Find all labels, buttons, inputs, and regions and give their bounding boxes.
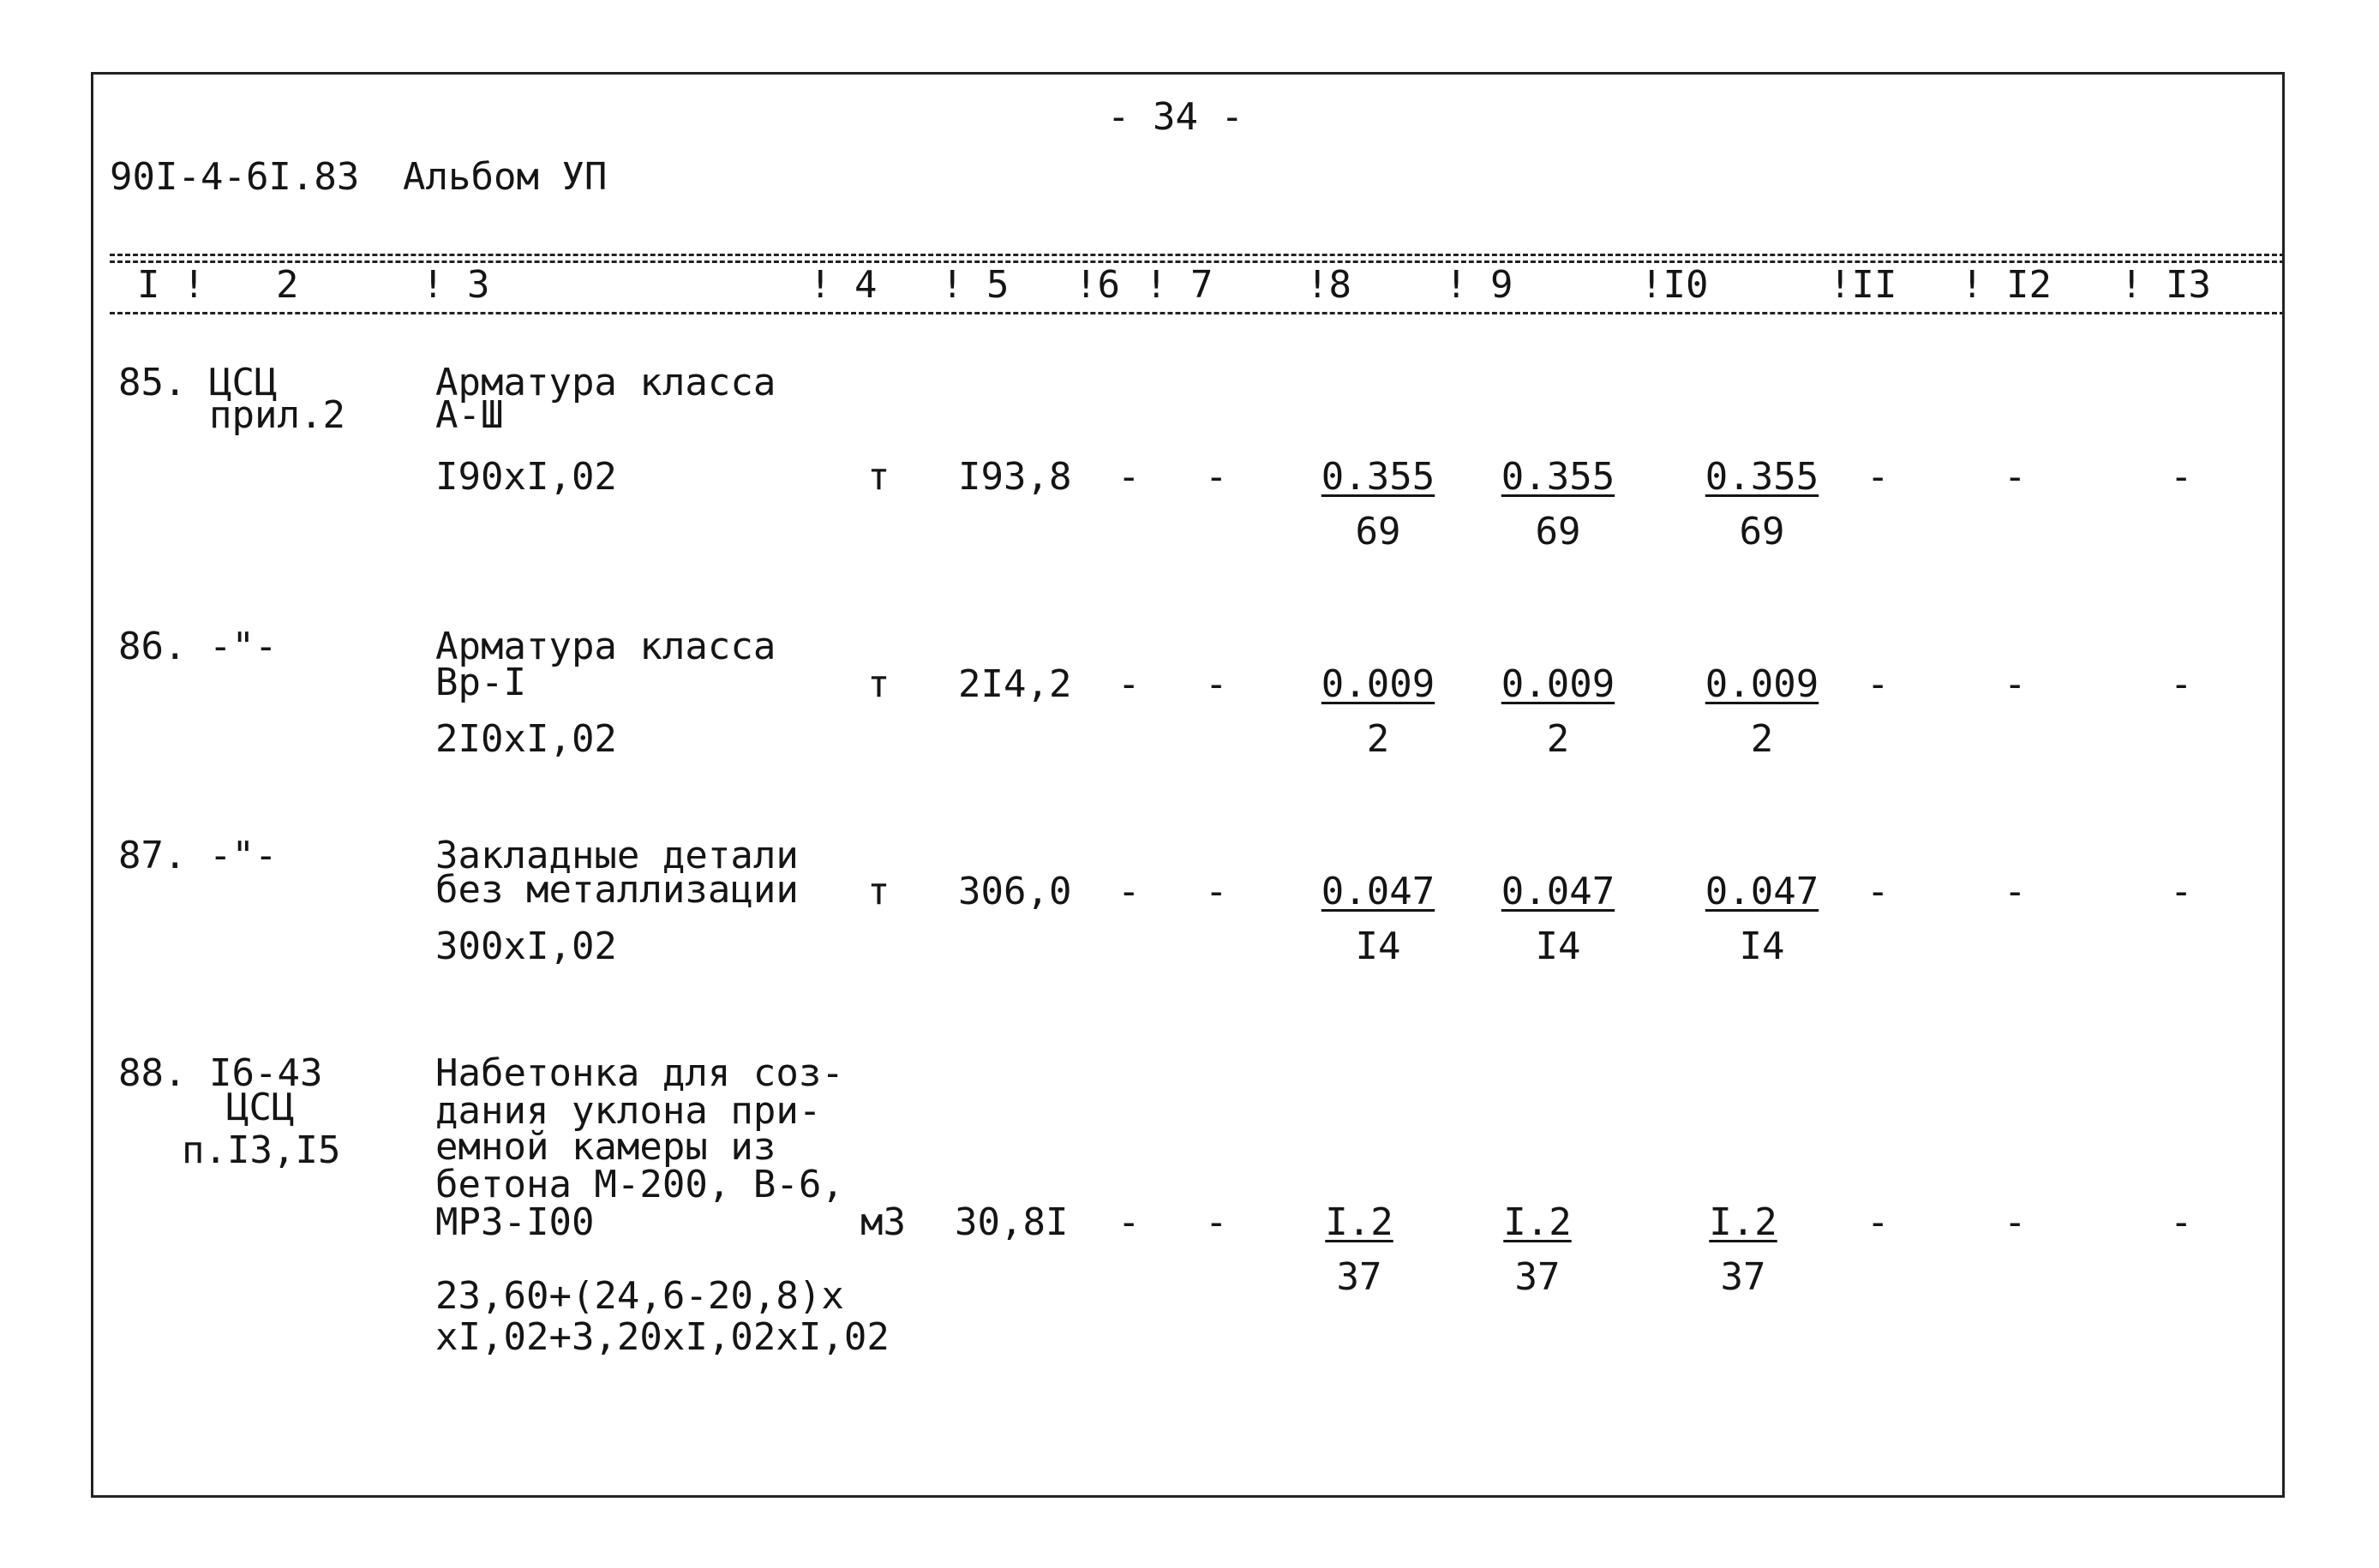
row-unit: т	[867, 662, 890, 706]
row-reference: I6-43	[209, 1051, 323, 1095]
row-reference: п.I3,I5	[182, 1128, 341, 1172]
row-calculation: 2I0xI,02	[435, 717, 617, 761]
row-unit: м3	[860, 1200, 906, 1244]
row-calculation: 300xI,02	[435, 925, 617, 968]
row-col13: -	[2170, 455, 2193, 499]
fraction-numerator: 0.355	[1321, 455, 1435, 499]
row-col11: -	[1867, 455, 1890, 499]
row-calculation: 23,60+(24,6-20,8)x	[435, 1274, 844, 1318]
row-col6: -	[1118, 1200, 1141, 1244]
fraction-denominator: 37	[1514, 1255, 1561, 1299]
row-reference: -"-	[209, 834, 278, 877]
row-description: емной камеры из	[435, 1125, 776, 1169]
fraction-denominator: I4	[1355, 925, 1401, 968]
row-col12: -	[2004, 662, 2027, 706]
fraction-denominator: 69	[1739, 510, 1785, 554]
document-code: 90I-4-6I.83	[110, 155, 360, 199]
album-label: Альбом УП	[403, 155, 608, 199]
row-calculation: I90xI,02	[435, 455, 617, 499]
fraction-numerator: 0.355	[1501, 455, 1615, 499]
row-col8-fraction	[1301, 662, 1455, 761]
fraction-numerator: 0.355	[1705, 455, 1819, 499]
fraction-numerator: I.2	[1503, 1200, 1572, 1244]
row-unit: т	[867, 455, 890, 499]
row-description: Вр-I	[435, 661, 526, 704]
col-header-12: ! I2	[1961, 263, 2052, 307]
row-number: 88.	[118, 1051, 187, 1095]
fraction-denominator: 2	[1546, 717, 1570, 761]
row-col7: -	[1205, 455, 1228, 499]
fraction-numerator: 0.047	[1501, 870, 1615, 913]
fraction-numerator: 0.047	[1321, 870, 1435, 913]
row-price: 306,0	[958, 870, 1072, 913]
header-bottom-rule	[110, 312, 2285, 314]
col-header-3: ! 3	[422, 263, 490, 307]
fraction-denominator: I4	[1739, 925, 1785, 968]
col-header-2: 2	[276, 263, 299, 307]
row-col7: -	[1205, 662, 1228, 706]
fraction-denominator: I4	[1535, 925, 1581, 968]
row-number: 85.	[118, 361, 187, 404]
row-col13: -	[2170, 870, 2193, 913]
fraction-numerator: 0.009	[1321, 662, 1435, 706]
col-header-8: !8	[1306, 263, 1351, 307]
row-col9-fraction	[1481, 662, 1635, 761]
row-col12: -	[2004, 455, 2027, 499]
row-col9-fraction	[1481, 872, 1635, 967]
fraction-denominator: 2	[1366, 717, 1390, 761]
row-col11: -	[1867, 662, 1890, 706]
row-col7: -	[1205, 1200, 1228, 1244]
row-reference: прил.2	[209, 393, 345, 437]
row-description: без металлизации	[435, 868, 799, 912]
row-number: 86.	[118, 625, 187, 668]
row-col7: -	[1205, 870, 1228, 913]
row-reference: ЦСЦ	[226, 1086, 295, 1129]
row-col8-fraction	[1301, 872, 1455, 967]
fraction-numerator: I.2	[1325, 1200, 1393, 1244]
row-description: Арматура класса	[435, 625, 776, 668]
row-description: Арматура класса	[435, 361, 776, 404]
fraction-numerator: 0.047	[1705, 870, 1819, 913]
row-unit: т	[867, 870, 890, 913]
row-col9-fraction	[1481, 455, 1635, 554]
page-number: - 34 -	[1107, 95, 1243, 139]
row-description: Набетонка для соз-	[435, 1051, 844, 1095]
row-col10-fraction	[1685, 455, 1839, 554]
row-col12: -	[2004, 1200, 2027, 1244]
row-col6: -	[1118, 455, 1141, 499]
col-header-11: !II	[1829, 263, 1897, 307]
col-header-10: !I0	[1640, 263, 1709, 307]
header-top-rule	[110, 254, 2285, 256]
col-header-5: ! 5	[941, 263, 1010, 307]
row-col10-fraction	[1685, 662, 1839, 761]
row-col11: -	[1867, 1200, 1890, 1244]
fraction-numerator: 0.009	[1705, 662, 1819, 706]
row-description: А-Ш	[435, 393, 504, 437]
row-description: МРЗ-I00	[435, 1200, 595, 1244]
row-price: 2I4,2	[958, 662, 1072, 706]
row-col8-fraction	[1301, 455, 1455, 554]
fraction-denominator: 69	[1535, 510, 1581, 554]
col-header-9: ! 9	[1445, 263, 1513, 307]
col-header-4: ! 4	[809, 263, 878, 307]
row-description: бетона М-200, В-6,	[435, 1163, 844, 1206]
row-number: 87.	[118, 834, 187, 877]
row-description: Закладные детали	[435, 834, 799, 877]
row-col10-fraction	[1685, 872, 1839, 967]
row-price: I93,8	[958, 455, 1072, 499]
col-header-1: I !	[137, 263, 206, 307]
row-description: дания уклона при-	[435, 1089, 822, 1133]
fraction-denominator: 37	[1336, 1255, 1382, 1299]
row-col10-fraction	[1666, 1200, 1820, 1299]
row-col9-fraction	[1460, 1200, 1615, 1299]
row-price: 30,8I	[955, 1200, 1069, 1244]
row-col8-fraction	[1282, 1200, 1436, 1299]
row-col12: -	[2004, 870, 2027, 913]
fraction-denominator: 37	[1720, 1255, 1766, 1299]
row-col6: -	[1118, 870, 1141, 913]
fraction-numerator: 0.009	[1501, 662, 1615, 706]
fraction-denominator: 2	[1750, 717, 1774, 761]
col-header-13: ! I3	[2120, 263, 2211, 307]
fraction-denominator: 69	[1355, 510, 1401, 554]
col-header-6: !6	[1075, 263, 1120, 307]
row-col13: -	[2170, 1200, 2193, 1244]
row-col11: -	[1867, 870, 1890, 913]
col-header-7: ! 7	[1145, 263, 1213, 307]
row-col13: -	[2170, 662, 2193, 706]
fraction-numerator: I.2	[1709, 1200, 1777, 1244]
row-reference: -"-	[209, 625, 278, 668]
row-col6: -	[1118, 662, 1141, 706]
row-reference: ЦСЦ	[209, 361, 278, 404]
row-calculation: xI,02+3,20xI,02xI,02	[435, 1315, 890, 1359]
